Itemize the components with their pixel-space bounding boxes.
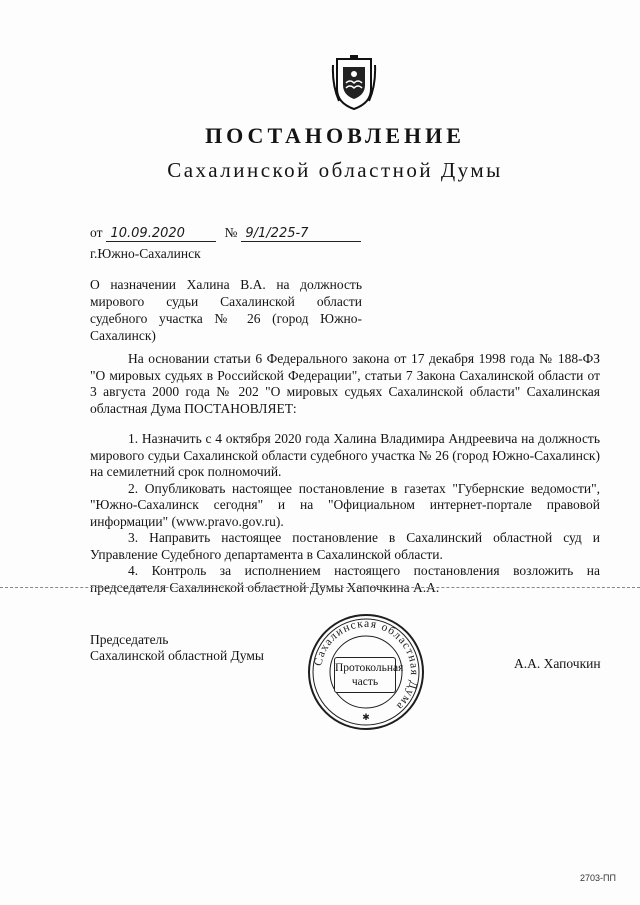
list-item: 2. Опубликовать настоящее постановление в газетах "Губернские ведомости", "Южно-Сахалинск сегодня" и на "Официальном интернет-портале правовой информации" (www.pravo.gov.ru). xyxy=(90,480,600,529)
stamp-ring-text: Сахалинская областная Дума xyxy=(312,617,421,713)
signatory-name: А.А. Хапочкин xyxy=(514,656,601,671)
preamble-paragraph: На основании статьи 6 Федерального закона от 17 декабря 1998 года № 188-ФЗ "О мировых судьях в Российской Федерации", статьи 7 Закона Сахалинской области от 3 августа 2000 года № 202 "О мировых судьях Сахалинской области" Сахалинская областная Дума ПОСТАНОВЛЯЕТ: xyxy=(90,351,600,416)
scan-divider-line xyxy=(0,587,640,588)
document-title: ПОСТАНОВЛЕНИЕ xyxy=(205,123,465,148)
document-subject: О назначении Халина В.А. на должность мирового судьи Сахалинской области судебного участка № 26 (город Южно-Сахалинск) xyxy=(90,277,362,343)
number-prefix: № xyxy=(224,225,238,240)
coat-of-arms-icon xyxy=(331,55,377,111)
city-label: г.Южно-Сахалинск xyxy=(90,246,201,261)
number-value: 9/1/225-7 xyxy=(241,226,361,242)
document-subtitle: Сахалинской областной Думы xyxy=(167,158,503,182)
signatory-position-line2: Сахалинской областной Думы xyxy=(90,648,264,663)
stamp-center-line1: Протокольная xyxy=(335,662,404,674)
date-prefix: от xyxy=(90,225,103,240)
document-body xyxy=(90,351,600,596)
list-item: 4. Контроль за исполнением настоящего постановления возложить на председателя Сахалинской областной Думы Хапочкина А.А. xyxy=(90,563,600,595)
list-item: 1. Назначить с 4 октября 2020 года Халина Владимира Андреевича на должность мирового судьи Сахалинской области судебного участка № 26 (город Южно-Сахалинск) на семилетний срок полномочий. xyxy=(90,431,600,479)
stamp-center-box xyxy=(334,657,404,693)
stamp-star-icon: ✱ xyxy=(362,712,370,722)
list-item: 3. Направить настоящее постановление в Сахалинский областной суд и Управление Судебного департамента в Сахалинской области. xyxy=(90,530,600,562)
signatory-position-line1: Председатель xyxy=(90,632,169,647)
stamp-center-line2: часть xyxy=(351,676,379,688)
signatory-position xyxy=(90,632,264,664)
form-code: 2703-ПП xyxy=(580,873,616,883)
date-number-row xyxy=(90,224,361,242)
date-value: 10.09.2020 xyxy=(106,226,216,242)
